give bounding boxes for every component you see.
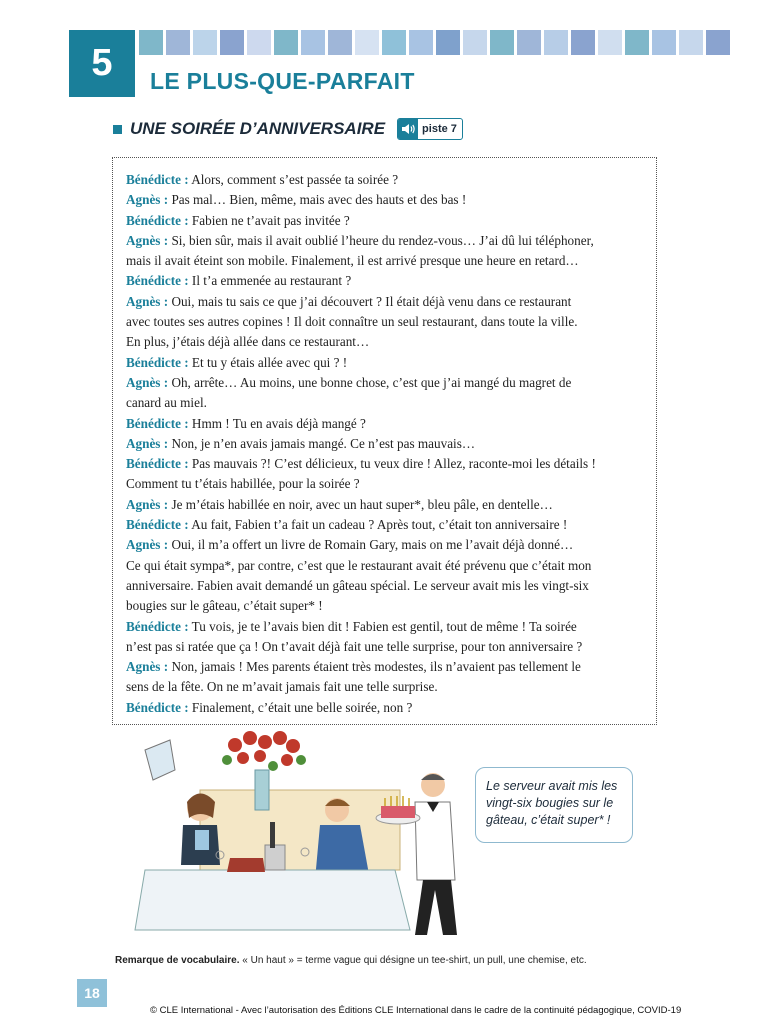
dialogue-line [126,576,656,596]
dialogue-text: Ce qui était sympa*, par contre, c’est que le restaurant avait été prévenu que c’était mon [126,557,592,573]
dialogue-text: Au fait, Fabien t’a fait un cadeau ? Après tout, c’était ton anniversaire ! [188,517,568,533]
dialogue-line [126,312,656,332]
dialogue-text: Alors, comment s’est passée ta soirée ? [188,172,399,187]
dialogue-text: anniversaire. Fabien avait demandé un gâteau spécial. Le serveur avait mis les vingt-six [126,577,589,593]
vocabulary-note-label: Remarque de vocabulaire. [115,955,240,966]
dialogue-line [126,495,656,515]
speaker-name: Bénédicte : [126,456,189,472]
header-tile [409,30,433,55]
dialogue-line [126,454,656,474]
dialogue-text: Fabien ne t’avait pas invitée ? [188,212,350,228]
header-tiles [139,30,730,55]
audio-track-button[interactable] [397,118,463,140]
dialogue-line [126,474,656,494]
page-number: 18 [77,979,107,1007]
speaker-icon [398,119,418,139]
dialogue-line [126,373,656,393]
dialogue-line [126,535,656,555]
speaker-name: Agnès : [126,659,169,675]
vocabulary-note-text: « Un haut » = terme vague qui désigne un tee-shirt, un pull, une chemise, etc. [239,955,587,966]
dialogue-line [126,657,656,677]
speaker-name: Agnès : [126,435,169,451]
dialogue-text: Oh, arrête… Au moins, une bonne chose, c’est que j’ai mangé du magret de [168,374,572,390]
dialogue-line [126,271,656,291]
dialogue-line [126,231,656,251]
dialogue-text: mais il avait éteint son mobile. Finalement, il est arrivé presque une heure en retard… [126,253,579,269]
header-tile [706,30,730,55]
header-tile [490,30,514,55]
dialogue-line [126,637,656,657]
dialogue-text: Non, je n’en avais jamais mangé. Ce n’est pas mauvais… [168,435,476,451]
header-tile [139,30,163,55]
dialogue-line [126,353,656,373]
header-tile [193,30,217,55]
dialogue-text: Oui, mais tu sais ce que j’ai découvert ? Il était déjà venu dans ce restaurant [168,293,572,309]
header-tile [544,30,568,55]
speaker-name: Bénédicte : [126,172,189,187]
dialogue-line [126,515,656,535]
dialogue-line [126,414,656,434]
dialogue-text: n’est pas si ratée que ça ! On t’avait déjà fait une telle surprise, pour ton anniversaire ? [126,638,583,654]
header-tile [625,30,649,55]
section-bullet [113,125,122,134]
dialogue-text: Et tu y étais allée avec qui ? ! [188,354,348,370]
speech-bubble-line: vingt-six bougies sur le [486,796,614,810]
speaker-name: Agnès : [126,374,169,390]
speaker-name: Bénédicte : [126,618,189,634]
header-tile [247,30,271,55]
header-tile [652,30,676,55]
speaker-name: Bénédicte : [126,415,189,431]
speaker-name: Bénédicte : [126,212,189,228]
dialogue-line [126,292,656,312]
audio-track-label: piste 7 [422,123,457,135]
vocabulary-note [115,955,587,966]
dialogue-text: Finalement, c’était une belle soirée, non ? [188,699,413,715]
dialogue-line [126,332,656,352]
dialogue-line [126,170,656,190]
section-title: UNE SOIRÉE D’ANNIVERSAIRE [130,119,386,138]
restaurant-illustration [115,730,485,945]
chapter-title: LE PLUS-QUE-PARFAIT [150,68,415,94]
dialogue-text: En plus, j’étais déjà allée dans ce restaurant… [126,334,370,350]
dialogue-text: avec toutes ses autres copines ! Il doit connaître un seul restaurant, dans toute la ville. [126,314,578,330]
speech-bubble-line: gâteau, c’était super* ! [486,813,611,827]
header-tile [355,30,379,55]
header-tile [166,30,190,55]
dialogue-text: bougies sur le gâteau, c’était super* ! [126,598,323,614]
speaker-name: Agnès : [126,293,169,309]
dialogue-text: Non, jamais ! Mes parents étaient très modestes, ils n’avaient pas tellement le [168,659,581,675]
dialogue-text: Je m’étais habillée en noir, avec un haut super*, bleu pâle, en dentelle… [168,496,553,512]
header-tile [301,30,325,55]
header-tile [517,30,541,55]
dialogue-text: Tu vois, je te l’avais bien dit ! Fabien est gentil, tout de même ! Ta soirée [188,618,577,634]
dialogue-text: Si, bien sûr, mais il avait oublié l’heure du rendez-vous… J’ai dû lui téléphoner, [168,232,594,248]
dialogue-box [112,157,657,725]
speaker-name: Bénédicte : [126,273,189,289]
speaker-name: Agnès : [126,192,169,208]
dialogue-text: Pas mal… Bien, même, mais avec des hauts et des bas ! [168,192,467,208]
dialogue-text: sens de la fête. On ne m’avait jamais fait une telle surprise. [126,679,438,695]
chapter-number: 5 [69,30,135,97]
speaker-name: Agnès : [126,496,169,512]
speaker-name: Bénédicte : [126,699,189,715]
dialogue-line [126,251,656,271]
dialogue-line [126,617,656,637]
header-tile [382,30,406,55]
speaker-name: Bénédicte : [126,517,189,533]
dialogue-text: Il t’a emmenée au restaurant ? [188,273,352,289]
dialogue-line [126,393,656,413]
section-header [113,118,463,140]
dialogue-line [126,698,656,718]
header-tile [328,30,352,55]
dialogue-line [126,596,656,616]
dialogue-text: Oui, il m’a offert un livre de Romain Gary, mais on me l’avait déjà donné… [168,537,574,553]
speaker-name: Agnès : [126,537,169,553]
header-tile [463,30,487,55]
speech-bubble-line: Le serveur avait mis les [486,779,618,793]
dialogue-text: Pas mauvais ?! C’est délicieux, tu veux dire ! Allez, raconte-moi les détails ! [188,456,596,472]
header-tile [571,30,595,55]
dialogue-line [126,211,656,231]
dialogue-text: canard au miel. [126,395,207,411]
header-tile [436,30,460,55]
dialogue-line [126,190,656,210]
header-tile [679,30,703,55]
dialogue-line [126,556,656,576]
header-tile [598,30,622,55]
dialogue-text: Comment tu t’étais habillée, pour la soirée ? [126,476,360,492]
dialogue-text: Hmm ! Tu en avais déjà mangé ? [188,415,366,431]
speaker-name: Bénédicte : [126,354,189,370]
dialogue-line [126,677,656,697]
dialogue-line [126,434,656,454]
speech-bubble [475,767,633,843]
speaker-name: Agnès : [126,232,169,248]
copyright-notice: © CLE International - Avec l’autorisation des Éditions CLE International dans le cadre de la continuité pédagogique, COVID-19 [150,1005,682,1016]
header-tile [220,30,244,55]
header-tile [274,30,298,55]
